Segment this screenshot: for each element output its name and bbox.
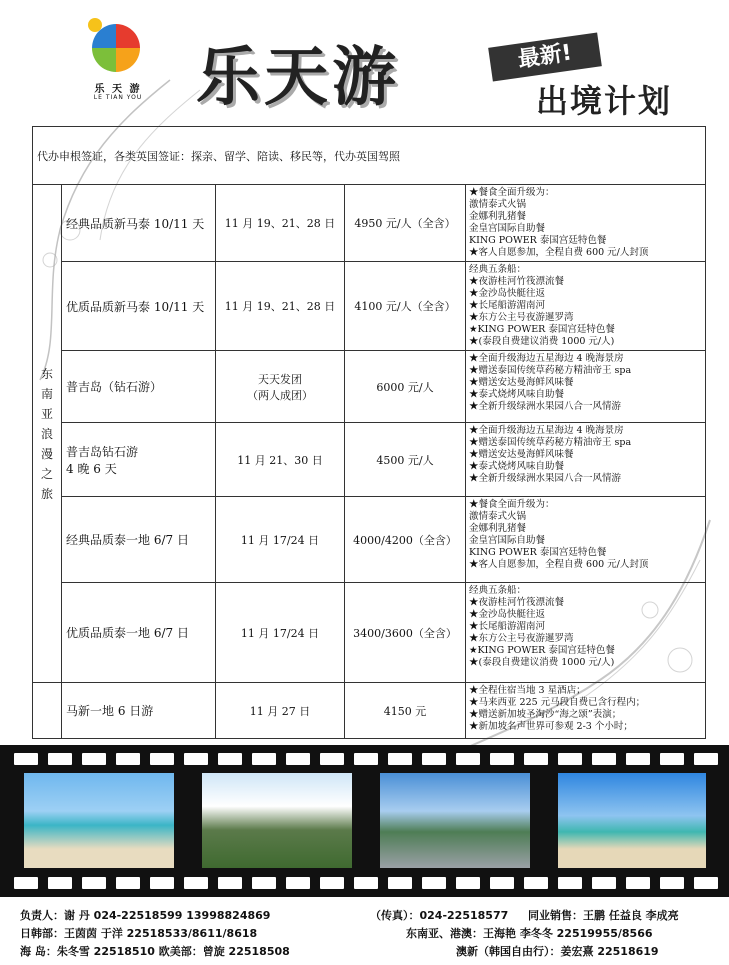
region-char: 之	[40, 466, 53, 481]
note-line: ★客人自愿参加，全程自费 600 元/人封顶	[469, 247, 649, 258]
note-line: ★泰式烧烤风味自助餐	[469, 461, 565, 472]
film-perforation	[592, 753, 616, 765]
film-perforation	[456, 877, 480, 889]
note-line: 激情泰式火锅	[469, 511, 527, 522]
film-perforation	[490, 753, 514, 765]
region-char: 旅	[40, 486, 53, 501]
note-line: ★全新升级绿洲水果园八合一风情游	[469, 473, 622, 484]
tour-date-line: 天天发团	[258, 372, 302, 386]
note-line: ★赠送新加坡圣淘沙“海之颂”表演；	[469, 709, 622, 720]
note-line: ★新加坡名声世界可参观 2-3 个小时；	[469, 721, 633, 732]
note-line: ★东方公主号夜游暹罗湾	[469, 633, 574, 644]
tour-price: 4150 元	[345, 683, 466, 739]
contact-islands-europe: 海 岛：朱冬雪 22518510 欧美部：曾旋 22518508	[20, 945, 290, 958]
film-perforation	[14, 877, 38, 889]
table-row	[33, 185, 706, 262]
film-perforation	[490, 877, 514, 889]
note-line: 金皇宫国际自助餐	[469, 535, 546, 546]
seaside-promenade-photo	[380, 773, 530, 868]
film-perforation	[558, 877, 582, 889]
visa-text: 代办申根签证，各类英国签证：探亲、留学、陪读、移民等，代办英国驾照	[33, 127, 706, 185]
table-row	[33, 583, 706, 683]
contact-footer	[0, 899, 729, 965]
note-line: ★赠送泰国传统草药秘方精油帝王 spa	[469, 365, 632, 376]
region-char: 浪	[40, 426, 53, 441]
film-perforation	[660, 877, 684, 889]
film-perforation	[320, 877, 344, 889]
contact-japan-korea: 日韩部：王茵茵 于洋 22518533/8611/8618	[20, 927, 258, 940]
tour-date: 11 月 17/24 日	[216, 583, 345, 683]
tour-notes	[466, 423, 706, 497]
film-perforation	[660, 753, 684, 765]
tour-price: 4100 元/人（全含）	[345, 262, 466, 351]
tour-table	[32, 126, 706, 739]
note-line: 经典五条船：	[469, 264, 527, 275]
note-line: ★赠送安达曼海鲜风味餐	[469, 449, 574, 460]
note-line: 金娜利乳猪餐	[469, 211, 527, 222]
tour-notes	[466, 497, 706, 583]
tour-name-duration: 4 晚 6 天	[66, 461, 117, 476]
tour-price: 4950 元/人（全含）	[345, 185, 466, 262]
table-row	[33, 262, 706, 351]
film-perforation	[82, 753, 106, 765]
note-line: ★长尾船游湄南河	[469, 300, 546, 311]
note-line: ★金沙岛快艇往返	[469, 609, 546, 620]
sun-icon	[88, 18, 102, 32]
film-perforation	[626, 877, 650, 889]
film-perforation	[218, 877, 242, 889]
film-perforation	[354, 877, 378, 889]
film-perforation	[558, 753, 582, 765]
note-line: ★长尾船游湄南河	[469, 621, 546, 632]
tour-name: 经典品质新马泰 10/11 天	[62, 185, 216, 262]
region-label	[33, 185, 62, 683]
film-perforation	[422, 753, 446, 765]
note-line: ★全面升级海边五星海边 4 晚海景房	[469, 353, 624, 364]
tour-notes	[466, 185, 706, 262]
contact-sales: 同业销售：王鹏 任益良 李成亮	[528, 909, 679, 922]
film-perforation	[14, 753, 38, 765]
visa-row	[33, 127, 706, 185]
film-perforation	[592, 877, 616, 889]
note-line: 激情泰式火锅	[469, 199, 527, 210]
logo-subtext: LE TIAN YOU	[93, 94, 143, 101]
contact-fax: （传真）：024-22518577	[370, 909, 509, 922]
film-perforation	[286, 877, 310, 889]
tour-notes	[466, 351, 706, 423]
tour-name: 经典品质泰一地 6/7 日	[62, 497, 216, 583]
film-perforation	[48, 877, 72, 889]
film-perforation	[48, 753, 72, 765]
table-row	[33, 351, 706, 423]
film-perforation	[150, 877, 174, 889]
film-perforation	[524, 753, 548, 765]
region-char: 东	[40, 366, 53, 381]
film-perforation	[286, 753, 310, 765]
tour-date: 11 月 19、21、28 日	[216, 262, 345, 351]
region-char: 南	[40, 386, 53, 401]
film-perforation	[694, 753, 718, 765]
region-char: 漫	[40, 446, 53, 461]
region-blank	[33, 683, 62, 739]
tour-date-note: （两人成团）	[247, 388, 313, 402]
film-perforation	[82, 877, 106, 889]
logo-icon	[92, 24, 140, 72]
page-subtitle: 出境计划	[536, 82, 673, 120]
note-line: ★赠送泰国传统草药秘方精油帝王 spa	[469, 437, 632, 448]
film-perforation	[184, 877, 208, 889]
note-line: ★餐食全面升级为：	[469, 187, 555, 198]
note-line: ★全程住宿当地 3 星酒店；	[469, 685, 586, 696]
contact-manager: 负责人：谢 丹 024-22518599 13998824869	[20, 909, 271, 922]
tour-name: 优质品质新马泰 10/11 天	[62, 262, 216, 351]
logo	[86, 18, 150, 102]
note-line: 金娜利乳猪餐	[469, 523, 527, 534]
film-perforation	[218, 753, 242, 765]
film-perforation	[320, 753, 344, 765]
note-line: ★夜游桂河竹筏漂流餐	[469, 276, 565, 287]
tour-date: 11 月 27 日	[216, 683, 345, 739]
photo-filmstrip	[0, 745, 729, 897]
film-perforation	[252, 877, 276, 889]
tour-name-line: 普吉岛钻石游	[66, 444, 139, 459]
tour-date	[216, 351, 345, 423]
tour-date: 11 月 17/24 日	[216, 497, 345, 583]
tour-date: 11 月 21、30 日	[216, 423, 345, 497]
tour-price: 6000 元/人	[345, 351, 466, 423]
table-row	[33, 497, 706, 583]
film-perforation	[694, 877, 718, 889]
tour-price: 4500 元/人	[345, 423, 466, 497]
tour-name: 马新一地 6 日游	[62, 683, 216, 739]
film-perforation	[388, 877, 412, 889]
film-perforation	[116, 753, 140, 765]
note-line: ★(泰段自费建议消费 1000 元/人)	[469, 336, 615, 347]
film-perforation	[184, 753, 208, 765]
tour-name: 优质品质泰一地 6/7 日	[62, 583, 216, 683]
note-line: ★餐食全面升级为：	[469, 499, 555, 510]
film-perforation	[626, 753, 650, 765]
resort-photo	[202, 773, 352, 868]
film-perforation	[388, 753, 412, 765]
film-perforation	[252, 753, 276, 765]
tour-notes	[466, 583, 706, 683]
tour-notes	[466, 683, 706, 739]
note-line: 金皇宫国际自助餐	[469, 223, 546, 234]
tour-name	[62, 423, 216, 497]
note-line: ★泰式烧烤风味自助餐	[469, 389, 565, 400]
note-line: ★客人自愿参加，全程自费 600 元/人封顶	[469, 559, 649, 570]
note-line: KING POWER 泰国宫廷特色餐	[469, 235, 607, 246]
note-line: ★KING POWER 泰国宫廷特色餐	[469, 645, 615, 656]
note-line: KING POWER 泰国宫廷特色餐	[469, 547, 607, 558]
film-perforation	[116, 877, 140, 889]
note-line: 经典五条船：	[469, 585, 527, 596]
film-perforation	[354, 753, 378, 765]
note-line: ★全面升级海边五星海边 4 晚海景房	[469, 425, 624, 436]
new-badge: 最新!	[488, 33, 602, 82]
note-line: ★KING POWER 泰国宫廷特色餐	[469, 324, 615, 335]
logo-text: 乐 天 游	[94, 84, 142, 95]
note-line: ★夜游桂河竹筏漂流餐	[469, 597, 565, 608]
film-perforation	[524, 877, 548, 889]
contact-australia: 澳新（韩国自由行）：姜宏熹 22518619	[456, 945, 659, 958]
tour-notes	[466, 262, 706, 351]
film-perforation	[422, 877, 446, 889]
note-line: ★东方公主号夜游暹罗湾	[469, 312, 574, 323]
contact-southeast-asia: 东南亚、港澳：王海艳 李冬冬 22519955/8566	[406, 927, 653, 940]
note-line: ★金沙岛快艇往返	[469, 288, 546, 299]
brand-title: 乐天游	[196, 40, 400, 115]
tour-price: 4000/4200（全含）	[345, 497, 466, 583]
film-perforation	[456, 753, 480, 765]
table-row	[33, 683, 706, 739]
tour-price: 3400/3600（全含）	[345, 583, 466, 683]
tour-name: 普吉岛（钻石游）	[62, 351, 216, 423]
note-line: ★全新升级绿洲水果园八合一风情游	[469, 401, 622, 412]
header	[0, 0, 729, 126]
beach-photo	[24, 773, 174, 868]
region-char: 亚	[40, 406, 53, 421]
tour-date: 11 月 19、21、28 日	[216, 185, 345, 262]
note-line: ★(泰段自费建议消费 1000 元/人)	[469, 657, 615, 668]
film-perforation	[150, 753, 174, 765]
palm-beach-photo	[558, 773, 706, 868]
note-line: ★赠送安达曼海鲜风味餐	[469, 377, 574, 388]
table-row	[33, 423, 706, 497]
note-line: ★马来西亚 225 元马段自费已含行程内；	[469, 697, 646, 708]
